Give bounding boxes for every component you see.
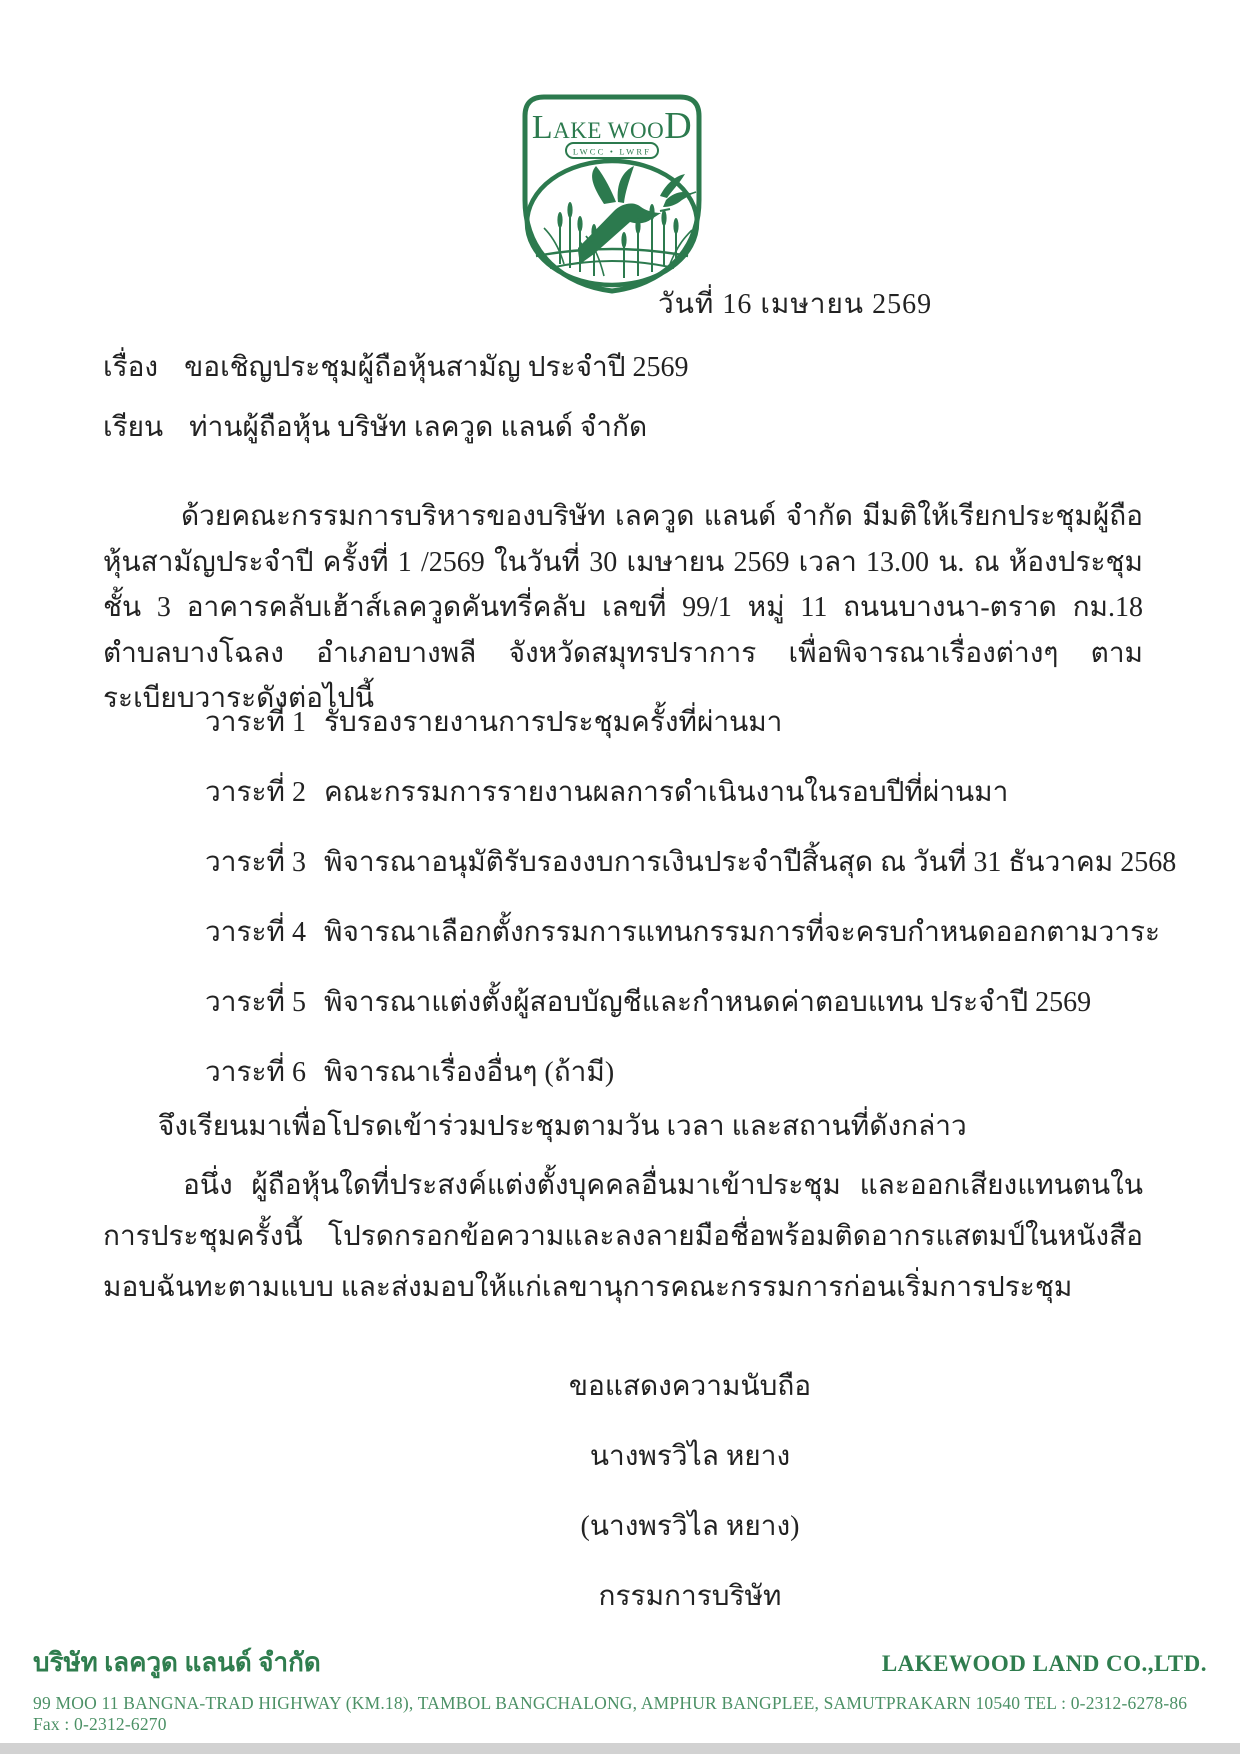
agenda-label: วาระที่ 3 <box>205 847 306 878</box>
agenda-item-5 <box>205 980 1176 1025</box>
subject-line <box>103 345 688 390</box>
closing-line: ขอแสดงความนับถือ <box>568 1371 812 1402</box>
agenda-text: คณะกรรมการรายงานผลการดำเนินงานในรอบปีที่ผ่านมา <box>323 777 1009 808</box>
scan-edge-strip <box>0 1743 1240 1754</box>
signature-block <box>410 1352 970 1632</box>
footer <box>33 1642 1207 1735</box>
footer-company-english: LAKEWOOD LAND CO.,LTD. <box>881 1651 1207 1676</box>
agenda-label: วาระที่ 2 <box>205 777 306 808</box>
water-icon <box>536 249 688 268</box>
lakewood-logo-svg <box>520 92 704 296</box>
agenda-item-6 <box>205 1050 1176 1095</box>
agenda-item-4 <box>205 910 1176 955</box>
salutation-label: เรียน <box>103 412 164 443</box>
agenda-list <box>205 700 1176 1120</box>
proxy-paragraph: อนึ่ง ผู้ถือหุ้นใดที่ประสงค์แต่งตั้งบุคคลอื่นมาเข้าประชุม และออกเสียงแทนตนในการประชุมครั้งนี้ โปรดกรอกข้อความและลงลายมือชื่อพร้อมติดอากรแสตมป์ในหนังสือมอบฉันทะตามแบบ และส่งมอบให้แก่เลขานุการคณะกรรมการก่อนเริ่มการประชุม <box>103 1170 1143 1303</box>
agenda-item-3 <box>205 840 1176 885</box>
agenda-text: รับรองรายงานการประชุมครั้งที่ผ่านมา <box>323 707 783 738</box>
agenda-text: พิจารณาแต่งตั้งผู้สอบบัญชีและกำหนดค่าตอบแทน ประจำปี 2569 <box>323 987 1092 1018</box>
agenda-item-2 <box>205 770 1176 815</box>
invite-line: จึงเรียนมาเพื่อโปรดเข้าร่วมประชุมตามวัน เวลา และสถานที่ดังกล่าว <box>158 1111 967 1142</box>
lakewood-logo <box>520 92 704 296</box>
signer-name-paren: (นางพรวิไล หยาง) <box>580 1511 800 1542</box>
subject-text: ขอเชิญประชุมผู้ถือหุ้นสามัญ ประจำปี 2569 <box>184 352 689 383</box>
agenda-label: วาระที่ 1 <box>205 707 306 738</box>
footer-company-thai: บริษัท เลควูด แลนด์ จำกัด <box>33 1648 321 1677</box>
signer-title: กรรมการบริษัท <box>598 1581 782 1612</box>
agenda-label: วาระที่ 4 <box>205 917 306 948</box>
footer-address-line: 99 MOO 11 BANGNA-TRAD HIGHWAY (KM.18), TAMBOL BANGCHALONG, AMPHUR BANGPLEE, SAMUTPRAKARN 10540 TEL : 0-2312-6278-86 Fax : 0-2312-6270 <box>33 1693 1188 1734</box>
logo-badge-text: LWCC • LWRF <box>572 146 652 157</box>
agenda-label: วาระที่ 5 <box>205 987 306 1018</box>
agenda-text: พิจารณาอนุมัติรับรองงบการเงินประจำปีสิ้นสุด ณ วันที่ 31 ธันวาคม 2568 <box>323 847 1177 878</box>
intro-paragraph: ด้วยคณะกรรมการบริหารของบริษัท เลควูด แลนด์ จำกัด มีมติให้เรียกประชุมผู้ถือหุ้นสามัญประจำปี ครั้งที่ 1 /2569 ในวันที่ 30 เมษายน 2569 เวลา 13.00 น. ณ ห้องประชุม ชั้น 3 อาคารคลับเฮ้าส์เลควูดคันทรี่คลับ เลขที่ 99/1 หมู่ 11 ถนนบางนา-ตราด กม.18 ตำบลบางโฉลง อำเภอบางพลี จังหวัดสมุทรปราการ เพื่อพิจารณาเรื่องต่างๆ ตามระเบียบวาระดังต่อไปนี้ <box>103 501 1143 714</box>
agenda-item-1 <box>205 700 1176 745</box>
date-line: วันที่ 16 เมษายน 2569 <box>658 289 933 320</box>
salutation-text: ท่านผู้ถือหุ้น บริษัท เลควูด แลนด์ จำกัด <box>189 412 648 443</box>
logo-wordmark: LAKE WOOD <box>531 105 693 147</box>
agenda-text: พิจารณาเลือกตั้งกรรมการแทนกรรมการที่จะครบกำหนดออกตามวาระ <box>323 917 1161 948</box>
agenda-label: วาระที่ 6 <box>205 1057 306 1088</box>
signer-name: นางพรวิไล หยาง <box>589 1441 791 1472</box>
salutation-line <box>103 405 647 450</box>
footer-company-row <box>33 1642 1207 1683</box>
subject-label: เรื่อง <box>103 352 159 383</box>
agenda-text: พิจารณาเรื่องอื่นๆ (ถ้ามี) <box>323 1057 615 1088</box>
